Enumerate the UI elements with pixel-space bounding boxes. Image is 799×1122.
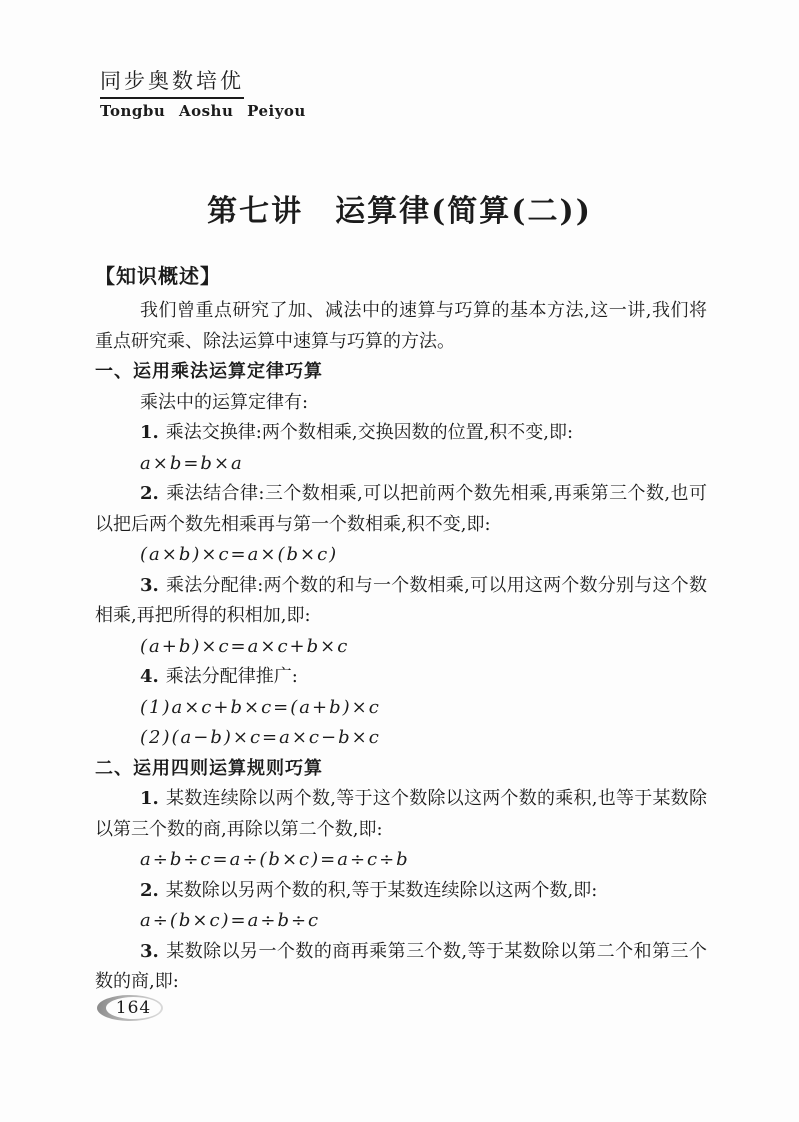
item-text: 某数除以另一个数的商再乘第三个数,等于某数除以第二个和第三个数的商,即: [95, 940, 707, 992]
formula-commutative: a×b=b×a [140, 452, 244, 474]
page-number-badge-inner [106, 997, 161, 1019]
brand-chinese-title: 同步奥数培优 [100, 68, 244, 99]
part1-item1 [95, 418, 707, 449]
part2-item2 [95, 876, 707, 907]
item-number: 1. [140, 422, 159, 443]
item-text: 乘法分配律推广: [165, 666, 298, 687]
formula-distributive: (a+b)×c=a×c+b×c [140, 635, 350, 657]
part1-lead: 乘法中的运算定律有: [140, 391, 309, 413]
part2-heading: 二、运用四则运算规则巧算 [95, 757, 323, 779]
part2-item1 [95, 784, 707, 845]
formula-associative: (a×b)×c=a×(b×c) [140, 544, 339, 565]
part2-item3 [95, 937, 707, 998]
item-text: 某数连续除以两个数,等于这个数除以这两个数的乘积,也等于某数除以第三个数的商,再除以第二个数,即: [95, 788, 707, 840]
lesson-title: 第七讲 运算律(简算(二)) [207, 194, 592, 229]
item-number: 3. [140, 940, 159, 962]
lesson-content [95, 260, 707, 998]
item-number: 2. [140, 483, 159, 504]
formula-divide-by-product: a÷(b×c)=a÷b÷c [140, 910, 321, 931]
item-text: 乘法交换律:两个数相乘,交换因数的位置,积不变,即: [165, 422, 574, 443]
page-number: 164 [115, 998, 152, 1018]
item-text: 某数除以另两个数的积,等于某数连续除以这两个数,即: [165, 879, 598, 901]
item-number: 4. [140, 666, 159, 687]
item-text: 乘法分配律:两个数的和与一个数相乘,可以用这两个数分别与这个数相乘,再把所得的积相加,即: [95, 574, 707, 626]
knowledge-overview-heading: 【知识概述】 [95, 264, 221, 288]
part1-item2 [95, 479, 707, 540]
item-number: 3. [140, 574, 159, 596]
item-number: 1. [140, 788, 159, 809]
item-text: 乘法结合律:三个数相乘,可以把前两个数先相乘,再乘第三个数,也可以把后两个数先相乘再与第一个数相乘,积不变,即: [95, 483, 707, 535]
part1-item4 [95, 662, 707, 693]
brand-block [100, 68, 306, 120]
item-number: 2. [140, 879, 159, 901]
formula-distributive-ext-1: (1)a×c+b×c=(a+b)×c [140, 696, 381, 718]
formula-division-chain: a÷b÷c=a÷(b×c)=a÷c÷b [140, 849, 410, 870]
formula-distributive-ext-2: (2)(a−b)×c=a×c−b×c [140, 727, 381, 748]
brand-pinyin: Tongbu Aoshu Peiyou [100, 102, 306, 120]
part1-item3 [95, 571, 707, 632]
part1-heading: 一、运用乘法运算定律巧算 [95, 361, 323, 382]
intro-paragraph: 我们曾重点研究了加、减法中的速算与巧算的基本方法,这一讲,我们将重点研究乘、除法运算中速算与巧算的方法。 [95, 300, 707, 352]
page-number-badge [97, 995, 163, 1021]
